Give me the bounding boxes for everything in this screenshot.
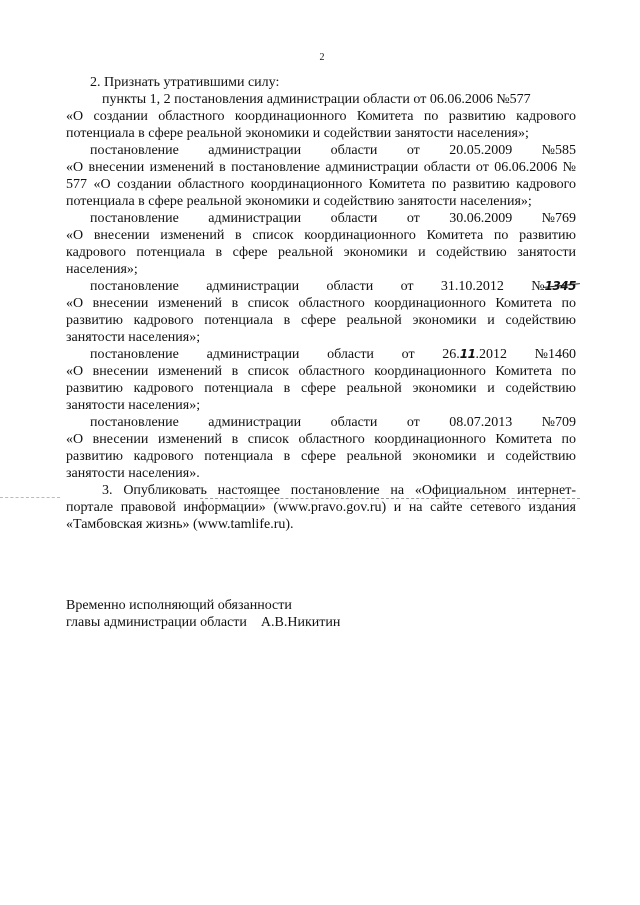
doc-number: №585 [541,143,576,158]
signatory-name: А.В.Никитин [260,615,341,630]
handwritten-month: 11 [459,347,476,361]
issuer-region: области [327,347,374,362]
repeal-item-1-text: «О создании областного координационного Комитета по развитию кадрового потенциала в сфере реальной экономики и содействии занятости населения»; [66,109,576,141]
doc-type: постановление [90,211,179,226]
repeal-item-5-header [66,346,576,363]
repeal-item-6-text: «О внесении изменений в список областного координационного Комитета по развитию кадрового потенциала в сфере реальной экономики и содействию занятости населения». [66,432,576,481]
handwritten-number [545,278,576,295]
issuer: администрации [208,211,302,226]
issuer-region: области [330,211,378,226]
signatory-title-line2: главы администрации области [66,615,247,630]
item2-heading: 2. Признать утратившими силу: [90,75,280,90]
repeal-item-4 [66,278,576,346]
signatory-line2 [66,614,340,631]
repeal-item-3-header [66,210,576,227]
scan-mark-dashes [200,498,580,501]
repeal-item-1-line1: пункты 1, 2 постановления администрации области от 06.06.2006 №577 [102,92,531,107]
repeal-item-5 [66,346,576,414]
repeal-item-6 [66,414,576,482]
doc-type: постановление [90,279,179,294]
from-word: от [406,211,420,226]
doc-type: постановление [90,415,179,430]
repeal-item-6-header [66,414,576,431]
from-word: от [406,415,420,430]
repeal-item-3-text: «О внесении изменений в список координационного Комитета по развитию кадрового потенциала в сфере реальной экономики и содействию занятости населения»; [66,228,576,277]
issuer: администрации [208,415,302,430]
scan-mark-left [0,497,60,498]
doc-date: 31.10.2012 [440,279,504,294]
issuer: администрации [206,347,300,362]
doc-type: постановление [90,143,179,158]
issuer-region: области [330,415,378,430]
signature-block [66,597,340,631]
issuer: администрации [208,143,302,158]
issuer-region: области [326,279,374,294]
repeal-item-2 [66,142,576,210]
doc-date: 30.06.2009 [449,211,513,226]
number-sign: № [531,279,545,294]
doc-date: 08.07.2013 [449,415,513,430]
repeal-item-5-text: «О внесении изменений в список областного координационного Комитета по развитию кадрового потенциала в сфере реальной экономики и содействию занятости населения»; [66,364,576,413]
doc-number: №709 [541,415,576,430]
issuer-region: области [330,143,378,158]
repeal-item-3 [66,210,576,278]
issuer: администрации [206,279,300,294]
document-body [66,74,576,533]
repeal-item-2-text: «О внесении изменений в постановление администрации области от 06.06.2006 № 577 «О создании областного координационного Комитета по развитию кадрового потенциала в сфере реальной экономики и содействию занятости населения»; [66,160,576,209]
handwritten-number-text: 1345 [544,279,576,293]
from-word: от [401,347,415,362]
repeal-item-2-header [66,142,576,159]
doc-number: №1460 [534,347,576,362]
page-number: 2 [319,52,325,63]
date-year: .2012 [475,347,507,362]
doc-number: №769 [541,211,576,226]
repeal-item-4-header [66,278,576,295]
repeal-item-1 [66,91,576,142]
doc-date [442,346,507,363]
doc-type: постановление [90,347,179,362]
signatory-title-line1: Временно исполняющий обязанности [66,598,292,613]
from-word: от [406,143,420,158]
repeal-item-4-text: «О внесении изменений в список областного координационного Комитета по развитию кадрового потенциала в сфере реальной экономики и содействию занятости населения»; [66,296,576,345]
item3-publish: 3. Опубликовать настоящее постановление на «Официальном интернет-портале правовой информации» (www.pravo.gov.ru) и на сайте сетевого издания «Тамбовская жизнь» (www.tamlife.ru). [66,483,576,532]
doc-number [531,278,576,295]
doc-date: 20.05.2009 [449,143,513,158]
from-word: от [400,279,414,294]
date-day: 26. [442,347,460,362]
